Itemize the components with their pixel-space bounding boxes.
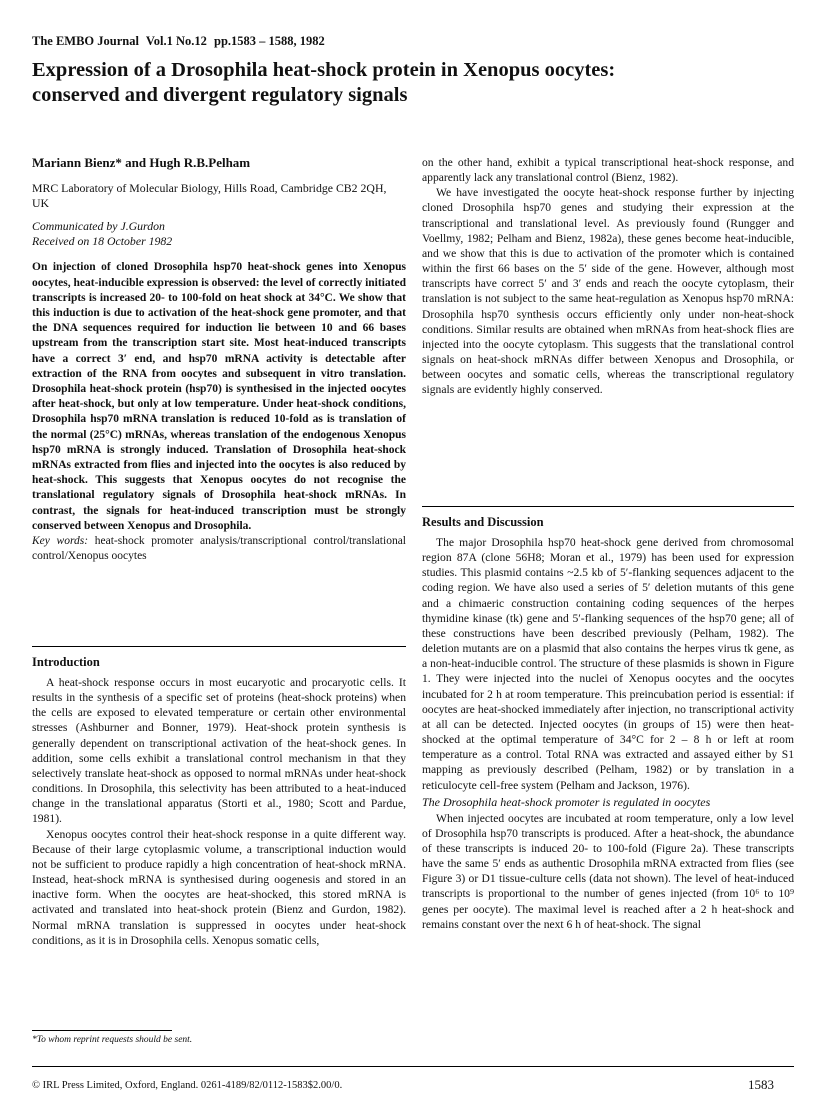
introduction-paragraph: A heat-shock response occurs in most eucaryotic and procaryotic cells. It results in the synthesis of a specific set of proteins (heat-shock proteins) when the cells are exposed to elevated temperature or certain other environmental stresses (Ashburner and Bonner, 1979). Heat-shock protein synthesis is generally dependent on transcriptional activation of the heat-shock genes. In addition, some cells exhibit a translational control mechanism in that they selectively translate heat-shock as opposed to normal mRNAs under heat-shock conditions. In Drosophila, this selectivity has been attributed to a heat-induced change in the translational apparatus (Storti et al., 1980; Scott and Pardue, 1981). (32, 676, 406, 826)
body-paragraph: We have investigated the oocyte heat-shock response further by injecting cloned Drosophila hsp70 genes and studying their expression at the transcriptional and translational level. As previously found (Rungger and Voellmy, 1982; Pelham and Bienz, 1982a), these genes become heat-inducible, and we show that this is due to activation of the promoter which is contained within the first 66 bases on the 5′ side of the gene. However, although most transcripts have correct 5′ and 3′ ends and reach the oocyte cytoplasm, their translation is not subject to the same heat-regulation as Xenopus hsp70 mRNA: Drosophila hsp70 synthesis occurs efficiently only under non-heat-shock conditions. Similar results are obtained when mRNAs from heat-shock flies are injected into the oocyte cytoplasm. This suggests that the translational control signals on heat-shock mRNAs differ between Xenopus and Drosophila, or between oocytes and somatic cells, whereas the transcriptional regulatory signals are evidently highly conserved. (422, 186, 794, 397)
body-paragraph: on the other hand, exhibit a typical transcriptional heat-shock response, and apparently lack any translational control (Bienz, 1982). (422, 156, 794, 185)
author-list: Mariann Bienz* and Hugh R.B.Pelham (32, 155, 251, 170)
journal-name: The EMBO Journal (32, 34, 139, 48)
editorial-dates (32, 219, 406, 248)
footnote-divider (32, 1030, 172, 1031)
keywords-label: Key words: (32, 535, 89, 548)
introduction-section (32, 655, 406, 948)
journal-volume: Vol.1 No.12 (145, 34, 207, 48)
right-column (422, 155, 794, 398)
paper-title (32, 58, 792, 108)
introduction-heading: Introduction (32, 655, 100, 669)
results-paragraph: The major Drosophila hsp70 heat-shock gene derived from chromosomal region 87A (clone 56H8; Moran et al., 1979) has been used for expression studies. This plasmid contains ~2.5 kb of 5′-flanking sequences adjacent to the coding region. We have also used a series of 5′ deletion mutants of this gene and a chimaeric construction containing coding sequences of the herpes thymidine kinase (tk) gene and 5′-flanking sequences of the hsp70 gene; all of these constructions have been described previously (Pelham, 1982). The deletion mutants are on a plasmid that also contains the herpes virus tk gene, as a non-heat-inducible control. The structure of these plasmids is shown in Figure 1. They were injected into the nuclei of Xenopus oocytes and the oocytes incubated for 2 h at room temperature. This preincubation period is essential: if oocytes are heat-shocked immediately after injection, no transcriptional activity at all can be detected. Injected oocytes (in groups of 15) were then heat-shocked at the optimal temperature of 34°C for 2 – 8 h or left at room temperature as a control. Total RNA was extracted and assayed either by S1 mapping as previously described (Pelham, 1982) or by translation in a reticulocyte cell-free system (Pelham and Jackson, 1976). (422, 536, 794, 792)
page-number: 1583 (748, 1077, 774, 1092)
introduction-paragraph: Xenopus oocytes control their heat-shock response in a quite different way. Because of their large cytoplasmic volume, a transcriptional induction would not be sufficient to produce rapidly a high concentration of heat-shock mRNA. Instead, heat-shock mRNA is synthesised during oogenesis and stored in an inactive form. When the oocytes are heat-shocked, this stored mRNA is activated and translated into heat-shock protein (Bienz and Gurdon, 1982). Normal mRNA translation is suppressed in oocytes under heat-shock conditions, as it is in Drosophila cells. Xenopus somatic cells, (32, 827, 406, 947)
results-paragraph: When injected oocytes are incubated at room temperature, only a low level of Drosophila hsp70 transcripts is produced. After a heat-shock, the abundance of these transcripts is induced 20- to 100-fold (Figure 2a). These transcripts have the same 5′ ends as authentic Drosophila mRNA extracted from flies (see Figure 3) or D1 tissue-culture cells (data not shown). The level of heat-induced transcripts is proportional to the number of genes injected (from 10⁶ to 10⁹ genes per oocyte). The maximal level is reached after a 2 h heat-shock and remains constant over the next 6 h of heat-shock. The signal (422, 811, 794, 931)
abstract: On injection of cloned Drosophila hsp70 heat-shock genes into Xenopus oocytes, heat-inducible expression is observed: the level of correctly initiated transcripts is increased 20- to 100-fold on heat shock at 34°C. We show that this induction is due to activation of the heat-shock gene promoter, and that the DNA sequences required for induction lie between 10 and 66 bases upstream from the transcription start site. Most heat-induced transcripts have a correct 3′ end, and hsp70 mRNA activity is detectable after extraction of the RNA from oocytes and subsequent in vitro translation. Drosophila heat-shock protein (hsp70) is synthesised in the injected oocytes after heat-shock, but only at low temperature. Under heat-shock conditions, Drosophila hsp70 mRNA translation is reduced 10-fold as is translation of the normal (25°C) mRNAs, whereas translation of the endogenous Xenopus hsp70 mRNA is strongly induced. Translation of Drosophila heat-shock mRNAs extracted from flies and injected into the oocytes is also reduced by heat-shock. This suggests that Xenopus oocytes do not recognise the translational regulatory signals of Drosophila heat-shock mRNAs. In contrast, the signals for heat-induced transcription must be strongly conserved between Xenopus and Drosophila. (32, 261, 406, 532)
results-section (422, 515, 794, 932)
title-line-2: conserved and divergent regulatory signals (32, 84, 408, 106)
keywords-text: heat-shock promoter analysis/transcriptional control/translational control/Xenopus oocytes (32, 535, 407, 563)
author-affiliation: MRC Laboratory of Molecular Biology, Hills Road, Cambridge CB2 2QH, UK (32, 181, 387, 210)
page-footer-divider (32, 1066, 794, 1067)
journal-pages: pp.1583 – 1588, 1982 (214, 34, 325, 48)
footnote: *To whom reprint requests should be sent. (32, 1035, 193, 1045)
section-divider (32, 646, 406, 647)
left-column (32, 155, 406, 564)
copyright-notice: © IRL Press Limited, Oxford, England. 0261-4189/82/0112-1583$2.00/0. (32, 1080, 343, 1091)
subsection-heading: The Drosophila heat-shock promoter is regulated in oocytes (422, 794, 711, 809)
journal-header (32, 34, 329, 49)
section-divider (422, 506, 794, 507)
title-line-1: Expression of a Drosophila heat-shock protein in Xenopus oocytes: (32, 59, 616, 81)
results-heading: Results and Discussion (422, 515, 544, 529)
communicated-by: Communicated by J.Gurdon (32, 219, 165, 234)
keywords (32, 534, 406, 564)
received-date: Received on 18 October 1982 (32, 233, 173, 248)
